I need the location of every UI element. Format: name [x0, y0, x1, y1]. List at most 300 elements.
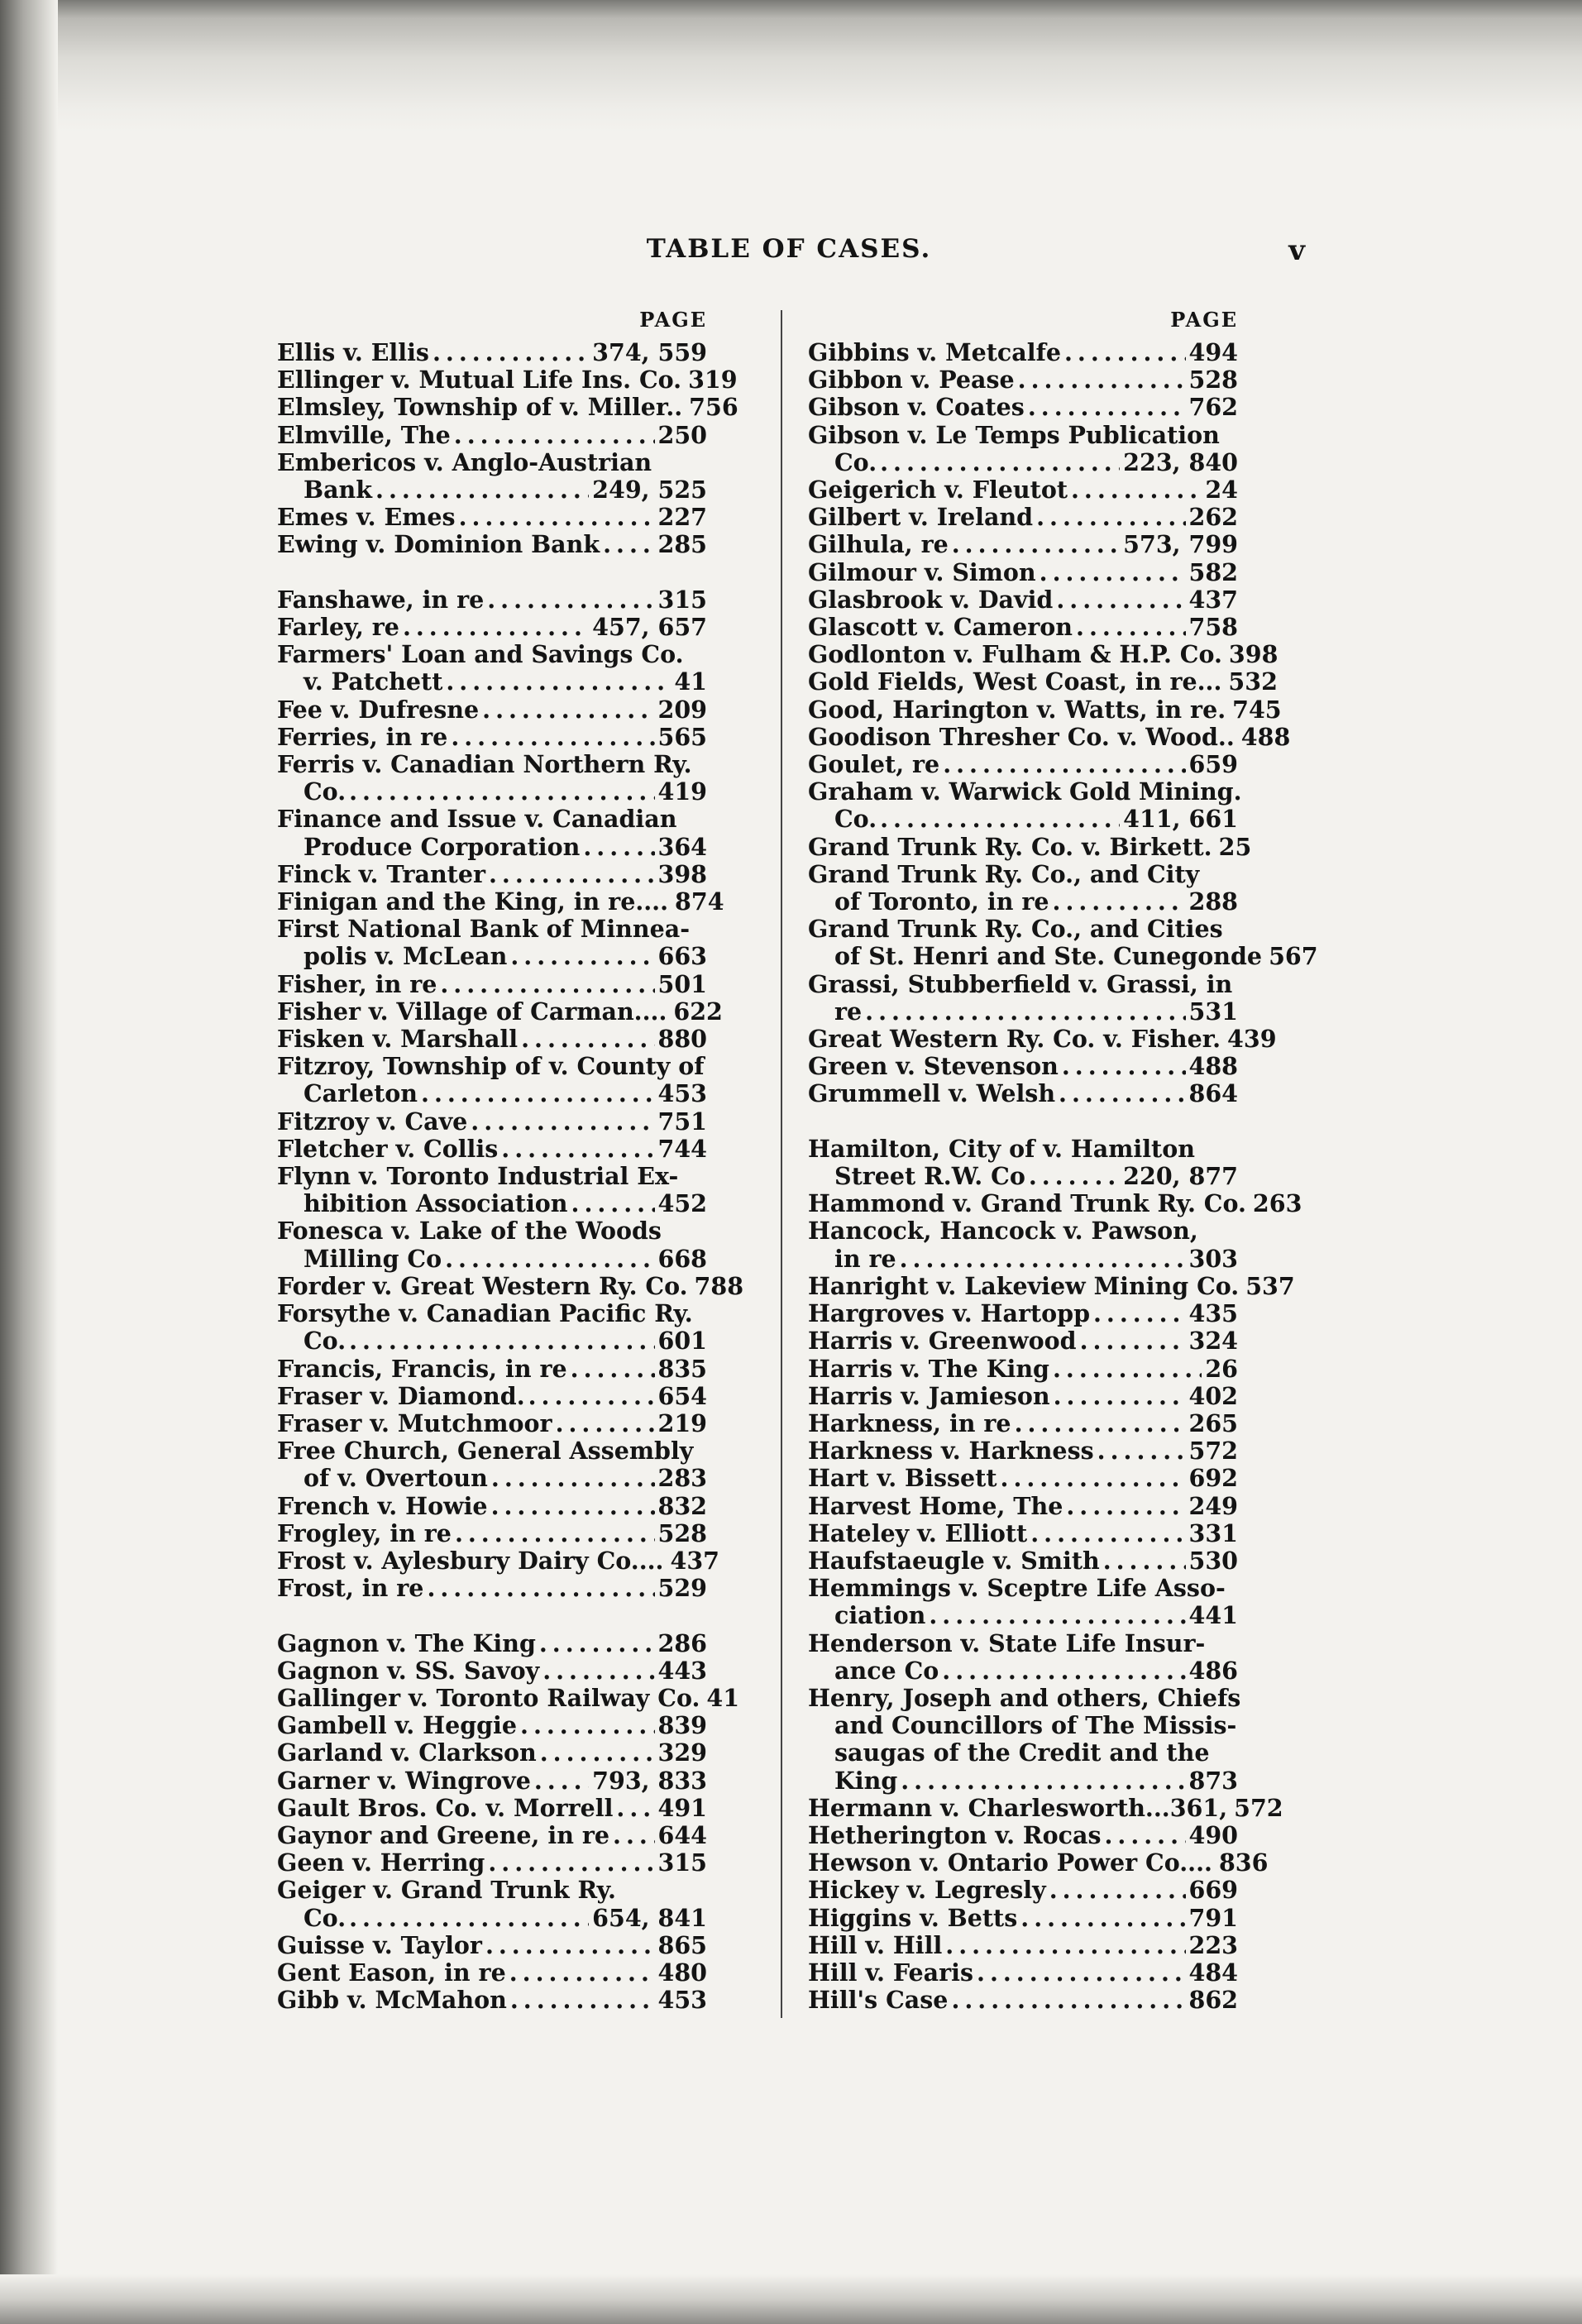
dot-leader [1056, 586, 1185, 614]
page-reference: 220, 877 [1123, 1162, 1238, 1191]
case-name: Gallinger v. Toronto Railway Co. [277, 1683, 700, 1712]
index-column-left [277, 308, 744, 2015]
dot-leader [521, 1026, 654, 1053]
case-entry [808, 1547, 1238, 1575]
dot-leader [1066, 1493, 1185, 1520]
dot-leader [1080, 1327, 1186, 1355]
case-name: Elmville, The [277, 420, 451, 449]
case-entry [808, 1630, 1238, 1657]
case-name: Forder v. Great Western Ry. Co. [277, 1271, 688, 1300]
page-reference: 835 [657, 1354, 707, 1383]
case-name: Hancock, Hancock v. Pawson, [808, 1217, 1198, 1246]
dot-leader [491, 1493, 655, 1520]
dot-leader [528, 1383, 655, 1410]
dot-leader [1049, 1877, 1186, 1904]
page-reference: 457, 657 [592, 613, 707, 642]
case-name: Geigerich v. Fleutot [808, 476, 1068, 504]
case-entry [277, 449, 707, 476]
case-name: in re [834, 1244, 896, 1273]
page-reference: 832 [657, 1491, 707, 1520]
case-name: Haufstaeugle v. Smith [808, 1546, 1100, 1575]
page-reference: 880 [657, 1025, 707, 1054]
case-name: Ellis v. Ellis [277, 338, 429, 366]
case-name: Gilhula, re [808, 530, 949, 559]
dot-leader [349, 778, 654, 806]
page-reference: 26 [1205, 1354, 1238, 1383]
case-name: Fitzroy, Township of v. County of [277, 1052, 705, 1081]
dot-leader [1028, 394, 1186, 421]
dot-leader [491, 1465, 655, 1492]
dot-leader [952, 531, 1120, 558]
case-name: Free Church, General Assembly [277, 1437, 694, 1466]
dot-leader [485, 1932, 655, 1959]
case-entry [808, 861, 1238, 888]
page-reference: 263 [1252, 1189, 1302, 1218]
case-name: of St. Henri and Ste. Cunegonde [834, 942, 1263, 971]
case-entry [808, 1575, 1238, 1602]
case-entry [808, 1932, 1238, 1959]
scan-shadow-bottom [0, 2274, 1582, 2324]
case-entry [277, 366, 738, 395]
page-reference: 565 [657, 722, 707, 751]
case-name: French v. Howie [277, 1491, 488, 1520]
case-name: Forsythe v. Canadian Pacific Ry. [277, 1299, 693, 1328]
case-name: polis v. McLean [303, 942, 508, 971]
case-entry [808, 971, 1238, 998]
page-reference: 329 [657, 1738, 707, 1767]
case-entry [277, 393, 738, 422]
case-entry [808, 449, 1238, 476]
case-entry [277, 1300, 707, 1327]
dot-leader [880, 449, 1120, 476]
case-entry [808, 1163, 1238, 1190]
dot-leader [488, 1849, 654, 1877]
case-name: Grand Trunk Ry. Co., and City [808, 859, 1200, 888]
case-entry [277, 1108, 707, 1136]
case-entry [277, 887, 724, 916]
case-name: Ewing v. Dominion Bank [277, 530, 600, 559]
case-name: Harvest Home, The [808, 1491, 1063, 1520]
page-reference: 315 [657, 585, 707, 614]
case-entry [277, 1849, 707, 1877]
case-entry [277, 1163, 707, 1190]
case-entry [277, 476, 707, 504]
case-entry [277, 614, 707, 641]
case-name: Gambell v. Heggie [277, 1711, 518, 1740]
case-name: Hetherington v. Rocas [808, 1820, 1102, 1849]
page-reference: 537 [1245, 1271, 1295, 1300]
case-entry [277, 1683, 740, 1712]
dot-leader [520, 1712, 654, 1739]
case-name: Glascott v. Cameron [808, 613, 1073, 642]
case-entry [808, 504, 1238, 531]
case-entry [808, 832, 1252, 861]
dot-leader [454, 422, 655, 449]
page-reference: 601 [657, 1327, 707, 1356]
dot-leader [509, 1959, 655, 1987]
page-reference: 644 [657, 1820, 707, 1849]
case-name: Fisher, in re [277, 969, 437, 998]
page-reference: 315 [657, 1848, 707, 1877]
page-reference: 453 [657, 1986, 707, 2015]
page-reference: 572 [1234, 1793, 1283, 1822]
page-number: v [1288, 234, 1305, 267]
case-name: Garner v. Wingrove [277, 1766, 531, 1795]
case-name: Street R.W. Co [834, 1162, 1025, 1191]
case-entry [277, 1905, 707, 1932]
case-name: Grand Trunk Ry. Co., and Cities [808, 915, 1223, 944]
case-name: Fisher v. Village of Carman.... [277, 997, 667, 1026]
page-reference: 836 [1218, 1848, 1269, 1877]
case-entry [808, 998, 1238, 1026]
case-entry [808, 1767, 1238, 1795]
page-reference: 874 [675, 887, 724, 916]
case-name: Co. [834, 447, 877, 476]
page-reference: 453 [657, 1079, 707, 1108]
page-reference: 669 [1188, 1876, 1238, 1905]
page-reference: 324 [1188, 1327, 1238, 1356]
case-entry [277, 668, 707, 696]
case-name: Gibb v. McMahon [277, 1986, 507, 2015]
case-entry [808, 942, 1318, 971]
dot-leader [1040, 559, 1186, 586]
page-reference: 265 [1188, 1408, 1238, 1437]
case-name: Co. [303, 1903, 347, 1932]
case-name: Ellinger v. Mutual Life Ins. Co. [277, 366, 682, 395]
case-entry [808, 614, 1238, 641]
case-entry [808, 722, 1291, 751]
page-reference: 839 [657, 1711, 707, 1740]
case-entry [277, 1520, 707, 1547]
page-reference: 223 [1188, 1930, 1238, 1959]
dot-leader [471, 1108, 654, 1136]
dot-leader [489, 861, 655, 888]
page-reference: 762 [1188, 393, 1238, 422]
case-entry [277, 1053, 707, 1080]
case-name: Hemmings v. Sceptre Life Asso- [808, 1574, 1226, 1603]
case-name: of v. Overtoun [303, 1464, 488, 1493]
case-entry [808, 1246, 1238, 1273]
case-entry [808, 1271, 1295, 1300]
case-entry [808, 1987, 1238, 2014]
case-name: Gibbins v. Metcalfe [808, 338, 1061, 366]
case-name: Finance and Issue v. Canadian [277, 805, 677, 834]
case-entry [808, 1493, 1238, 1520]
page-reference: 791 [1188, 1903, 1238, 1932]
case-entry [808, 1959, 1238, 1987]
case-entry [808, 531, 1238, 558]
case-entry [277, 1383, 707, 1410]
case-name: Carleton [303, 1079, 418, 1108]
case-name: Hargroves v. Hartopp [808, 1299, 1090, 1328]
dot-leader [501, 1136, 654, 1163]
dot-leader [1015, 1410, 1186, 1437]
case-name: and Councillors of The Missis- [834, 1711, 1237, 1740]
case-name: Geiger v. Grand Trunk Ry. [277, 1876, 616, 1905]
page-reference: 659 [1188, 750, 1238, 779]
case-entry [277, 531, 707, 558]
page-reference: 484 [1188, 1958, 1238, 1987]
case-name: Produce Corporation [303, 832, 581, 861]
case-name: Francis, Francis, in re [277, 1354, 567, 1383]
dot-leader [1030, 1520, 1185, 1547]
dot-leader [510, 1987, 655, 2014]
case-name: of Toronto, in re [834, 887, 1049, 916]
dot-leader [1036, 504, 1185, 531]
dot-leader [1029, 1163, 1120, 1190]
page-reference: 654 [657, 1381, 707, 1410]
dot-leader [1059, 1080, 1185, 1107]
case-entry [277, 339, 707, 366]
dot-leader [1001, 1465, 1186, 1492]
page-reference: 668 [657, 1244, 707, 1273]
case-entry [808, 586, 1238, 614]
page-reference: 865 [657, 1930, 707, 1959]
section-gap [808, 1108, 1238, 1136]
page-reference: 501 [657, 969, 707, 998]
section-gap [277, 1602, 707, 1629]
page-reference: 441 [1188, 1601, 1238, 1630]
dot-leader [1104, 1822, 1185, 1849]
case-name: Gaynor and Greene, in re [277, 1820, 610, 1849]
page-reference: 250 [657, 420, 707, 449]
dot-leader [510, 943, 654, 970]
page-reference: 262 [1188, 503, 1238, 532]
case-entry [277, 1712, 707, 1739]
case-entry [808, 695, 1282, 724]
case-entry [808, 1657, 1238, 1685]
case-name: Hateley v. Elliott [808, 1518, 1028, 1547]
case-entry [277, 1877, 707, 1904]
case-name: Glasbrook v. David [808, 585, 1054, 614]
page-reference: 219 [657, 1408, 707, 1437]
case-entry [277, 504, 707, 531]
page-reference: 419 [657, 777, 707, 806]
case-entry [277, 806, 707, 833]
case-name: saugas of the Credit and the [834, 1738, 1210, 1767]
page-reference: 486 [1188, 1656, 1238, 1685]
case-entry [277, 1767, 707, 1795]
page-reference: 532 [1228, 667, 1278, 696]
case-name: Fraser v. Mutchmoor [277, 1408, 552, 1437]
case-name: Emes v. Emes [277, 503, 456, 532]
case-entry [277, 586, 707, 614]
page-reference: 288 [1188, 887, 1238, 916]
case-name: v. Patchett [303, 667, 443, 696]
case-entry [277, 971, 707, 998]
scan-shadow-top [0, 0, 1582, 132]
case-name: Gibbon v. Pease [808, 366, 1015, 395]
dot-leader [433, 339, 589, 366]
page-reference: 374, 559 [592, 338, 707, 366]
dot-leader [929, 1602, 1185, 1629]
page-reference: 582 [1188, 557, 1238, 586]
case-entry [808, 1848, 1269, 1877]
case-name: Co. [834, 805, 877, 834]
page-reference: 528 [1188, 366, 1238, 395]
case-name: re [834, 997, 863, 1026]
case-name: Henderson v. State Life Insur- [808, 1628, 1206, 1657]
page-reference: 873 [1188, 1766, 1238, 1795]
case-name: Gagnon v. The King [277, 1628, 536, 1657]
case-entry [277, 778, 707, 806]
case-entry [808, 640, 1279, 669]
page-reference: 24 [1205, 476, 1238, 504]
running-title: TABLE OF CASES. [646, 234, 932, 264]
dot-leader [542, 1657, 654, 1685]
page-reference: 572 [1188, 1437, 1238, 1466]
dot-leader [487, 586, 654, 614]
dot-leader [451, 724, 654, 751]
case-name: Goulet, re [808, 750, 940, 779]
dot-leader [556, 1410, 655, 1437]
page-reference: 285 [657, 530, 707, 559]
page-reference: 439 [1227, 1025, 1277, 1054]
case-entry [277, 1465, 707, 1492]
case-name: Frost, in re [277, 1574, 424, 1603]
case-name: Embericos v. Anglo-Austrian [277, 447, 652, 476]
page-reference: 249 [1188, 1491, 1238, 1520]
case-name: Hill v. Fearis [808, 1958, 974, 1987]
page-reference: 402 [1188, 1381, 1238, 1410]
page-reference: 745 [1232, 695, 1282, 724]
page-reference: 411, 661 [1123, 805, 1238, 834]
dot-leader [539, 1630, 655, 1657]
case-entry [808, 806, 1238, 833]
case-entry [277, 724, 707, 751]
case-name: Grassi, Stubberfield v. Grassi, in [808, 969, 1233, 998]
case-entry [277, 751, 707, 778]
case-entry [808, 777, 1242, 806]
dot-leader [865, 998, 1185, 1026]
case-name: Flynn v. Toronto Industrial Ex- [277, 1162, 679, 1191]
dot-leader [427, 1575, 654, 1602]
page-reference: 573, 799 [1123, 530, 1238, 559]
dot-leader [951, 1987, 1185, 2014]
case-entry [277, 641, 707, 668]
page-reference: 529 [657, 1574, 707, 1603]
case-entry [277, 1575, 707, 1602]
case-name: Gibson v. Coates [808, 393, 1025, 422]
case-name: Graham v. Warwick Gold Mining. [808, 777, 1242, 806]
column-divider [781, 310, 782, 2018]
page-reference: 622 [673, 997, 723, 1026]
case-entry [808, 1189, 1302, 1218]
page-reference: 286 [657, 1628, 707, 1657]
case-name: Harris v. Jamieson [808, 1381, 1050, 1410]
case-name: hibition Association [303, 1189, 568, 1218]
case-name: Bank [303, 476, 373, 504]
case-name: Hammond v. Grand Trunk Ry. Co. [808, 1189, 1246, 1218]
case-entry [277, 1026, 707, 1053]
case-entry [808, 1822, 1238, 1849]
dot-leader [459, 504, 655, 531]
dot-leader [943, 751, 1185, 778]
case-entry [808, 1053, 1238, 1080]
case-entry [277, 1136, 707, 1163]
dot-leader [403, 614, 589, 641]
dot-leader [583, 834, 654, 861]
page-column-label: PAGE [1170, 308, 1238, 332]
page-reference: 494 [1188, 338, 1238, 366]
case-entry [808, 394, 1238, 421]
page-reference: 249, 525 [592, 476, 707, 504]
page-reference: 528 [657, 1518, 707, 1547]
case-name: Harris v. Greenwood [808, 1327, 1077, 1356]
dot-leader [571, 1356, 655, 1383]
page-reference: 364 [657, 832, 707, 861]
case-entry [808, 1410, 1238, 1437]
page-reference: 452 [657, 1189, 707, 1218]
page-reference: 209 [657, 695, 707, 724]
page-reference: 437 [1188, 585, 1238, 614]
dot-leader [446, 668, 671, 696]
page-reference: 567 [1269, 942, 1318, 971]
case-name: Elmsley, Township of v. Miller.. [277, 393, 683, 422]
case-entry [808, 559, 1238, 586]
page-column-label: PAGE [639, 308, 707, 332]
dot-leader [942, 1657, 1185, 1685]
page-reference: 41 [706, 1683, 740, 1712]
case-entry [277, 1246, 707, 1273]
case-name: ciation [834, 1601, 926, 1630]
case-entry [277, 1080, 707, 1107]
case-name: Henry, Joseph and others, Chiefs [808, 1683, 1241, 1712]
case-entry [808, 1217, 1238, 1245]
page-reference: 793, 833 [592, 1766, 707, 1795]
page-reference: 283 [657, 1464, 707, 1493]
case-entry [277, 1356, 707, 1383]
case-name: Hill's Case [808, 1986, 949, 2015]
case-name: Higgins v. Betts [808, 1903, 1018, 1932]
case-entry [808, 667, 1278, 696]
case-entry [277, 696, 707, 724]
dot-leader [421, 1080, 654, 1107]
case-name: Hanright v. Lakeview Mining Co. [808, 1271, 1240, 1300]
case-name: Ferries, in re [277, 722, 448, 751]
page-reference: 531 [1188, 997, 1238, 1026]
dot-leader [1103, 1547, 1186, 1575]
case-name: Green v. Stevenson [808, 1052, 1059, 1081]
page-reference: 41 [674, 667, 707, 696]
case-name: Harkness, in re [808, 1408, 1011, 1437]
case-entry [277, 861, 707, 888]
case-name: Hermann v. Charlesworth...361, [808, 1793, 1228, 1822]
page-reference: 331 [1188, 1518, 1238, 1547]
dot-leader [455, 1520, 655, 1547]
page-reference: 488 [1188, 1052, 1238, 1081]
page-reference: 491 [657, 1793, 707, 1822]
case-name: Fee v. Dufresne [277, 695, 480, 724]
dot-leader [445, 1246, 654, 1273]
index-column-right [808, 308, 1318, 2015]
case-name: Hill v. Hill [808, 1930, 943, 1959]
case-entry [808, 1712, 1238, 1739]
case-name: Gold Fields, West Coast, in re... [808, 667, 1222, 696]
case-list-left [277, 338, 744, 2015]
case-name: Fisken v. Marshall [277, 1025, 519, 1054]
case-entry [808, 1025, 1277, 1054]
dot-leader [977, 1959, 1185, 1987]
case-name: Gilbert v. Ireland [808, 503, 1034, 532]
case-entry [808, 1437, 1238, 1465]
scan-shadow-left [0, 0, 58, 2324]
dot-leader [540, 1739, 655, 1767]
case-entry [277, 834, 707, 861]
case-name: Grummell v. Welsh [808, 1079, 1056, 1108]
case-name: Hickey v. Legresly [808, 1876, 1046, 1905]
dot-leader [534, 1767, 589, 1795]
